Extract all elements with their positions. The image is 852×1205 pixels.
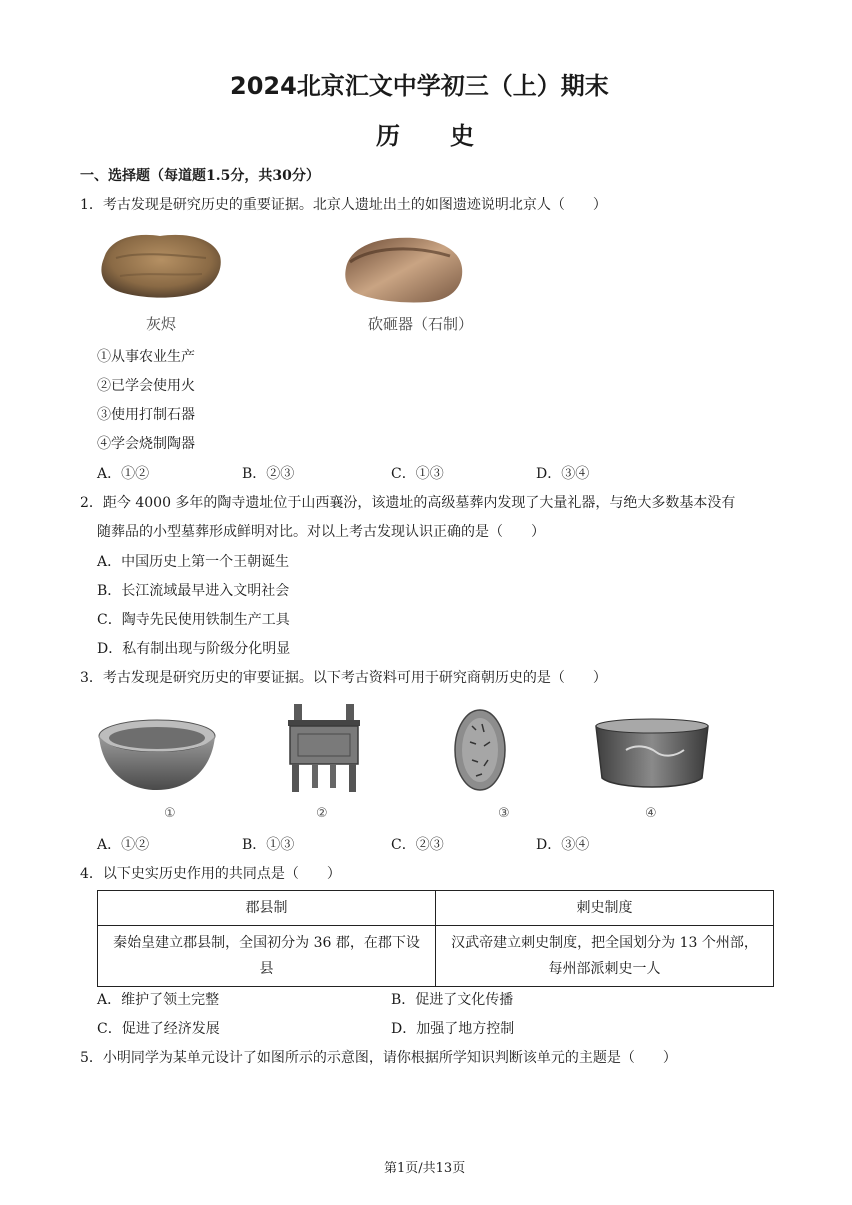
q2-option-c[interactable]: C．陶寺先民使用铁制生产工具 — [97, 612, 290, 628]
statement-3: ③使用打制石器 — [97, 407, 195, 423]
image-number-1: ① — [164, 806, 176, 821]
q2-option-b[interactable]: B．长江流域最早进入文明社会 — [97, 583, 290, 599]
cell-line: 秦始皇建立郡县制，全国初分为 36 郡，在郡下设 — [113, 935, 420, 951]
q4-option-d[interactable]: D．加强了地方控制 — [391, 1021, 515, 1037]
table-row — [98, 926, 774, 987]
cell-line: 县 — [259, 961, 274, 977]
q4-option-c[interactable]: C．促进了经济发展 — [97, 1021, 220, 1037]
statement-4: ④学会烧制陶器 — [97, 436, 195, 452]
table-header-cell: 郡县制 — [98, 891, 436, 926]
table-header-cell: 刺史制度 — [436, 891, 774, 926]
q3-option-d[interactable]: D．③④ — [536, 837, 590, 853]
question-5-stem: 5．小明同学为某单元设计了如图所示的示意图，请你根据所学知识判断该单元的主题是（ ） — [80, 1050, 677, 1066]
bronze-vessel-image — [592, 716, 712, 792]
image-number-3: ③ — [498, 806, 510, 821]
q4-option-a[interactable]: A．维护了领土完整 — [97, 992, 220, 1008]
q2-option-a[interactable]: A．中国历史上第一个王朝诞生 — [97, 554, 290, 570]
oracle-bone-image — [452, 706, 508, 794]
q2-option-d[interactable]: D．私有制出现与阶级分化明显 — [97, 641, 291, 657]
q4-option-b[interactable]: B．促进了文化传播 — [391, 992, 514, 1008]
question-4-stem: 4．以下史实历史作用的共同点是（ ） — [80, 866, 341, 882]
q3-option-a[interactable]: A．①② — [97, 837, 150, 853]
question-3-stem: 3．考古发现是研究历史的审要证据。以下考古资料可用于研究商朝历史的是（ ） — [80, 670, 607, 686]
statement-2: ②已学会使用火 — [97, 378, 195, 394]
caption-ash: 灰烬 — [146, 315, 177, 333]
pottery-bowl-image — [96, 714, 218, 794]
subject-title: 历史 — [376, 122, 524, 150]
page-number: 第1页/共13页 — [384, 1161, 466, 1176]
comparison-table — [97, 890, 774, 987]
q3-option-c[interactable]: C．②③ — [391, 837, 444, 853]
exam-title: 2024北京汇文中学初三（上）期末 — [230, 72, 609, 100]
bronze-ding-image — [282, 702, 366, 794]
question-2-stem-line1: 2．距今 4000 多年的陶寺遗址位于山西襄汾，该遗址的高级墓葬内发现了大量礼器，与绝大多数基本没有 — [80, 495, 736, 511]
chopper-tool-image — [340, 232, 466, 304]
table-cell — [436, 926, 774, 987]
cell-line: 每州部派刺史一人 — [548, 961, 661, 977]
table-header-row — [98, 891, 774, 926]
cell-line: 汉武帝建立刺史制度，把全国划分为 13 个州部， — [451, 935, 758, 951]
table-cell — [98, 926, 436, 987]
q3-option-b[interactable]: B．①③ — [242, 837, 295, 853]
caption-chopper: 砍砸器（石制） — [368, 315, 474, 333]
image-number-4: ④ — [645, 806, 657, 821]
question-1-stem: 1．考古发现是研究历史的重要证据。北京人遗址出土的如图遗迹说明北京人（ ） — [80, 197, 607, 213]
question-2-stem-line2: 随葬品的小型墓葬形成鲜明对比。对以上考古发现认识正确的是（ ） — [97, 524, 545, 540]
image-number-2: ② — [316, 806, 328, 821]
q1-option-a[interactable]: A．①② — [97, 466, 150, 482]
q1-option-c[interactable]: C．①③ — [391, 466, 444, 482]
ash-image — [96, 228, 224, 304]
statement-1: ①从事农业生产 — [97, 349, 195, 365]
q1-option-b[interactable]: B．②③ — [242, 466, 295, 482]
section-heading: 一、选择题（每道题1.5分，共30分） — [80, 168, 320, 184]
q1-option-d[interactable]: D．③④ — [536, 466, 590, 482]
